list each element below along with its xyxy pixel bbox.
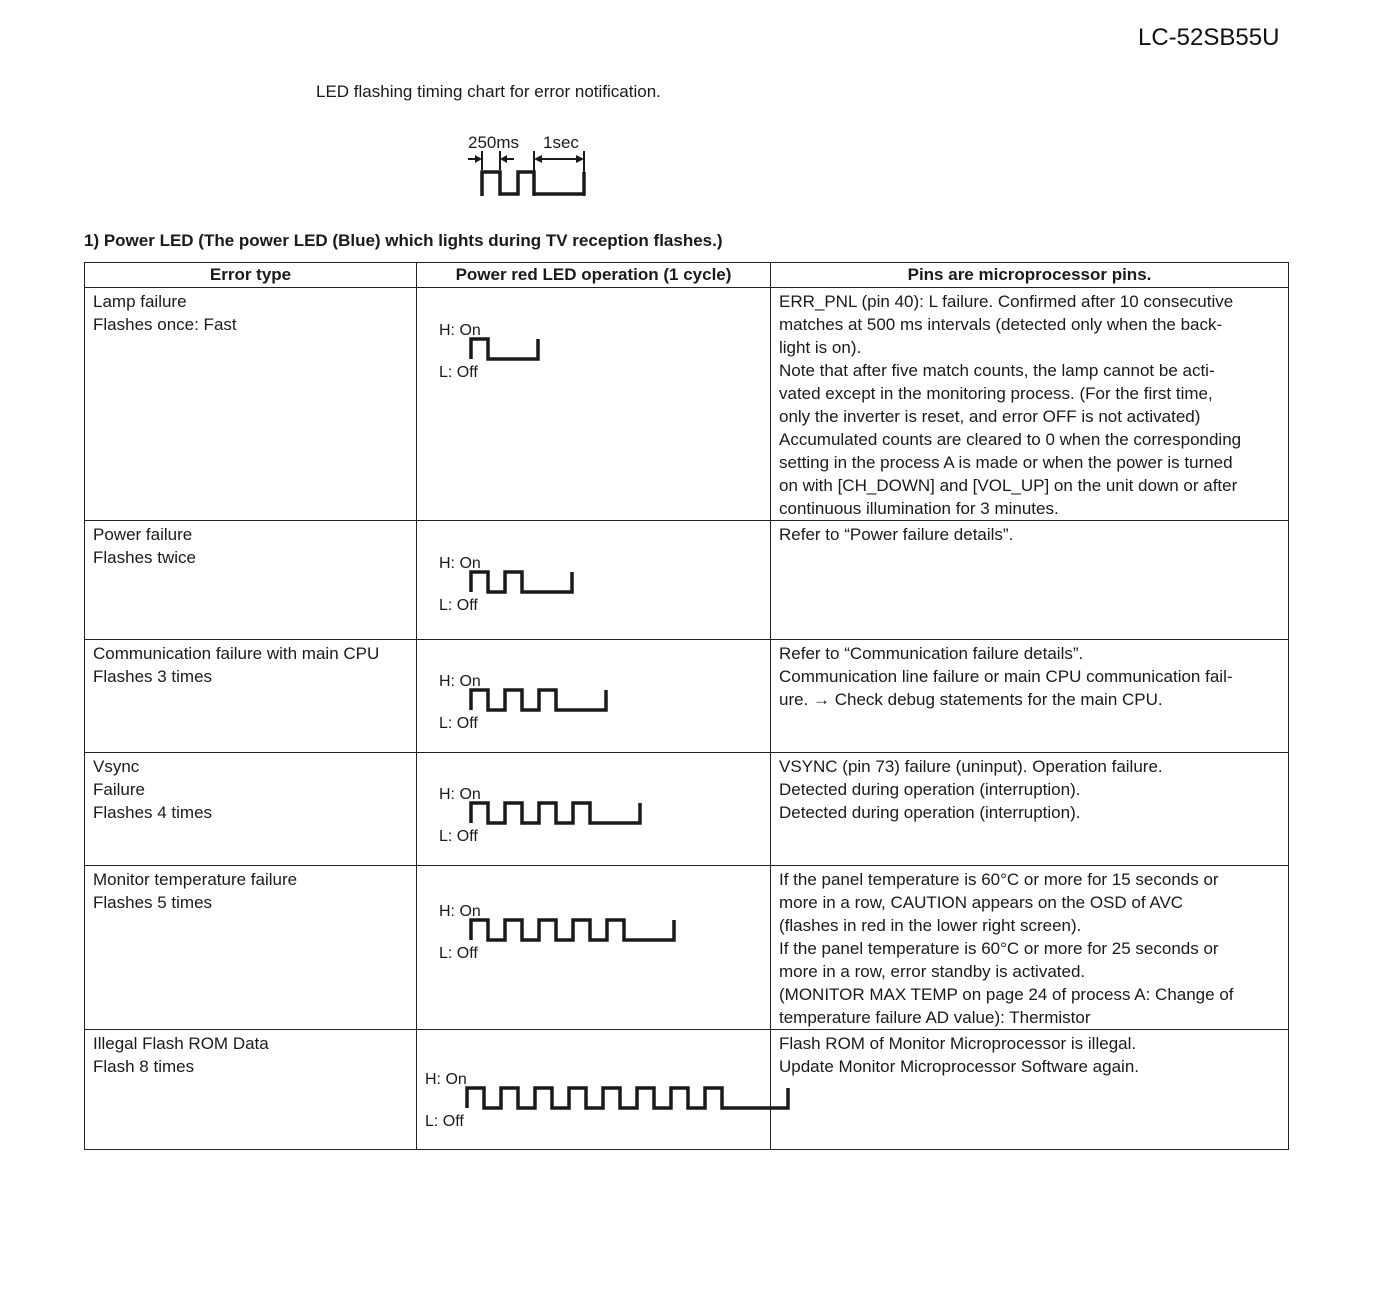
details-line: vated except in the monitoring process. (For the first time, [779, 384, 1213, 403]
led-waveform [439, 554, 601, 614]
details-line: If the panel temperature is 60°C or more for 15 seconds or [779, 870, 1219, 889]
details-line: Update Monitor Microprocessor Software again. [779, 1057, 1139, 1076]
waveform-path [471, 803, 640, 823]
details-line: setting in the process A is made or when the power is turned [779, 453, 1233, 472]
model-number: LC-52SB55U [1138, 24, 1280, 51]
error-type-cell [85, 1030, 417, 1150]
details-cell [771, 640, 1289, 753]
section-heading: 1) Power LED (The power LED (Blue) which lights during TV reception flashes.) [84, 231, 723, 250]
error-type-cell [85, 288, 417, 521]
timing-label-long: 1sec [543, 133, 579, 152]
waveform-path [471, 339, 538, 359]
details-cell [771, 521, 1289, 640]
high-level-label: H: On [439, 903, 481, 920]
details-line: Refer to “Power failure details”. [779, 525, 1014, 544]
details-cell [771, 288, 1289, 521]
details-line: VSYNC (pin 73) failure (uninput). Operation failure. [779, 757, 1163, 776]
waveform-path [467, 1088, 788, 1108]
error-type-line: Communication failure with main CPU [93, 644, 380, 663]
column-header-led-operation: Power red LED operation (1 cycle) [417, 263, 771, 288]
details-line: more in a row, CAUTION appears on the OSD of AVC [779, 893, 1184, 912]
led-operation-cell [417, 521, 771, 640]
table-row [85, 1030, 1289, 1150]
waveform-path [471, 690, 606, 710]
error-table [84, 262, 1289, 1150]
column-header-error-type: Error type [85, 263, 417, 288]
low-level-label: L: Off [439, 945, 478, 962]
details-line: Accumulated counts are cleared to 0 when the corresponding [779, 430, 1242, 449]
error-type-line: Flashes 5 times [93, 893, 213, 912]
low-level-label: L: Off [439, 364, 478, 381]
high-level-label: H: On [439, 322, 481, 339]
table-row [85, 521, 1289, 640]
led-waveform [439, 321, 567, 381]
timing-diagram [460, 128, 600, 203]
details-line: If the panel temperature is 60°C or more for 25 seconds or [779, 939, 1219, 958]
details-line: (flashes in red in the lower right screen). [779, 916, 1082, 935]
high-level-label: H: On [425, 1071, 467, 1088]
led-waveform [425, 1070, 817, 1130]
waveform-path [471, 920, 674, 940]
details-line: Refer to “Communication failure details”. [779, 644, 1084, 663]
led-operation-cell [417, 866, 771, 1030]
led-waveform [439, 785, 669, 845]
details-line: more in a row, error standby is activated. [779, 962, 1086, 981]
led-waveform [439, 902, 703, 962]
error-type-line: Flash 8 times [93, 1057, 195, 1076]
led-operation-cell [417, 753, 771, 866]
high-level-label: H: On [439, 786, 481, 803]
details-line: Communication line failure or main CPU communication fail- [779, 667, 1233, 686]
error-type-line: Flashes 4 times [93, 803, 213, 822]
error-type-cell [85, 866, 417, 1030]
column-header-pins: Pins are microprocessor pins. [771, 263, 1289, 288]
details-line: temperature failure AD value): Thermistor [779, 1008, 1091, 1027]
low-level-label: L: Off [439, 597, 478, 614]
table-row [85, 640, 1289, 753]
table-row [85, 866, 1289, 1030]
details-cell [771, 753, 1289, 866]
led-operation-cell [417, 640, 771, 753]
details-line: ure. → Check debug statements for the main CPU. [779, 690, 1163, 709]
error-type-line: Flashes 3 times [93, 667, 213, 686]
error-type-cell [85, 640, 417, 753]
error-type-cell [85, 521, 417, 640]
high-level-label: H: On [439, 555, 481, 572]
details-cell [771, 1030, 1289, 1150]
details-line: continuous illumination for 3 minutes. [779, 499, 1059, 518]
error-type-line: Power failure [93, 525, 193, 544]
led-operation-cell [417, 1030, 771, 1150]
error-type-line: Vsync [93, 757, 140, 776]
led-operation-cell [417, 288, 771, 521]
waveform-path [471, 572, 572, 592]
error-type-line: Lamp failure [93, 292, 187, 311]
details-line: light is on). [779, 338, 862, 357]
details-line: ERR_PNL (pin 40): L failure. Confirmed after 10 consecutive [779, 292, 1234, 311]
details-cell [771, 866, 1289, 1030]
details-line: Detected during operation (interruption). [779, 780, 1081, 799]
error-type-line: Monitor temperature failure [93, 870, 298, 889]
details-line: Note that after five match counts, the lamp cannot be acti- [779, 361, 1215, 380]
details-line: matches at 500 ms intervals (detected only when the back- [779, 315, 1223, 334]
error-type-line: Flashes twice [93, 548, 196, 567]
table-header-row [85, 263, 1289, 288]
timing-label-short: 250ms [468, 133, 520, 152]
low-level-label: L: Off [439, 828, 478, 845]
low-level-label: L: Off [439, 715, 478, 732]
error-type-line: Failure [93, 780, 145, 799]
high-level-label: H: On [439, 673, 481, 690]
led-waveform [439, 672, 635, 732]
table-row [85, 288, 1289, 521]
error-type-line: Flashes once: Fast [93, 315, 237, 334]
error-type-cell [85, 753, 417, 866]
details-line: Detected during operation (interruption). [779, 803, 1081, 822]
table-row [85, 753, 1289, 866]
details-line: (MONITOR MAX TEMP on page 24 of process A: Change of [779, 985, 1234, 1004]
low-level-label: L: Off [425, 1113, 464, 1130]
details-line: on with [CH_DOWN] and [VOL_UP] on the unit down or after [779, 476, 1238, 495]
error-type-line: Illegal Flash ROM Data [93, 1034, 269, 1053]
timing-chart-title: LED flashing timing chart for error notification. [316, 82, 661, 101]
timing-waveform [482, 172, 584, 196]
details-line: Flash ROM of Monitor Microprocessor is illegal. [779, 1034, 1137, 1053]
details-line: only the inverter is reset, and error OFF is not activated) [779, 407, 1201, 426]
